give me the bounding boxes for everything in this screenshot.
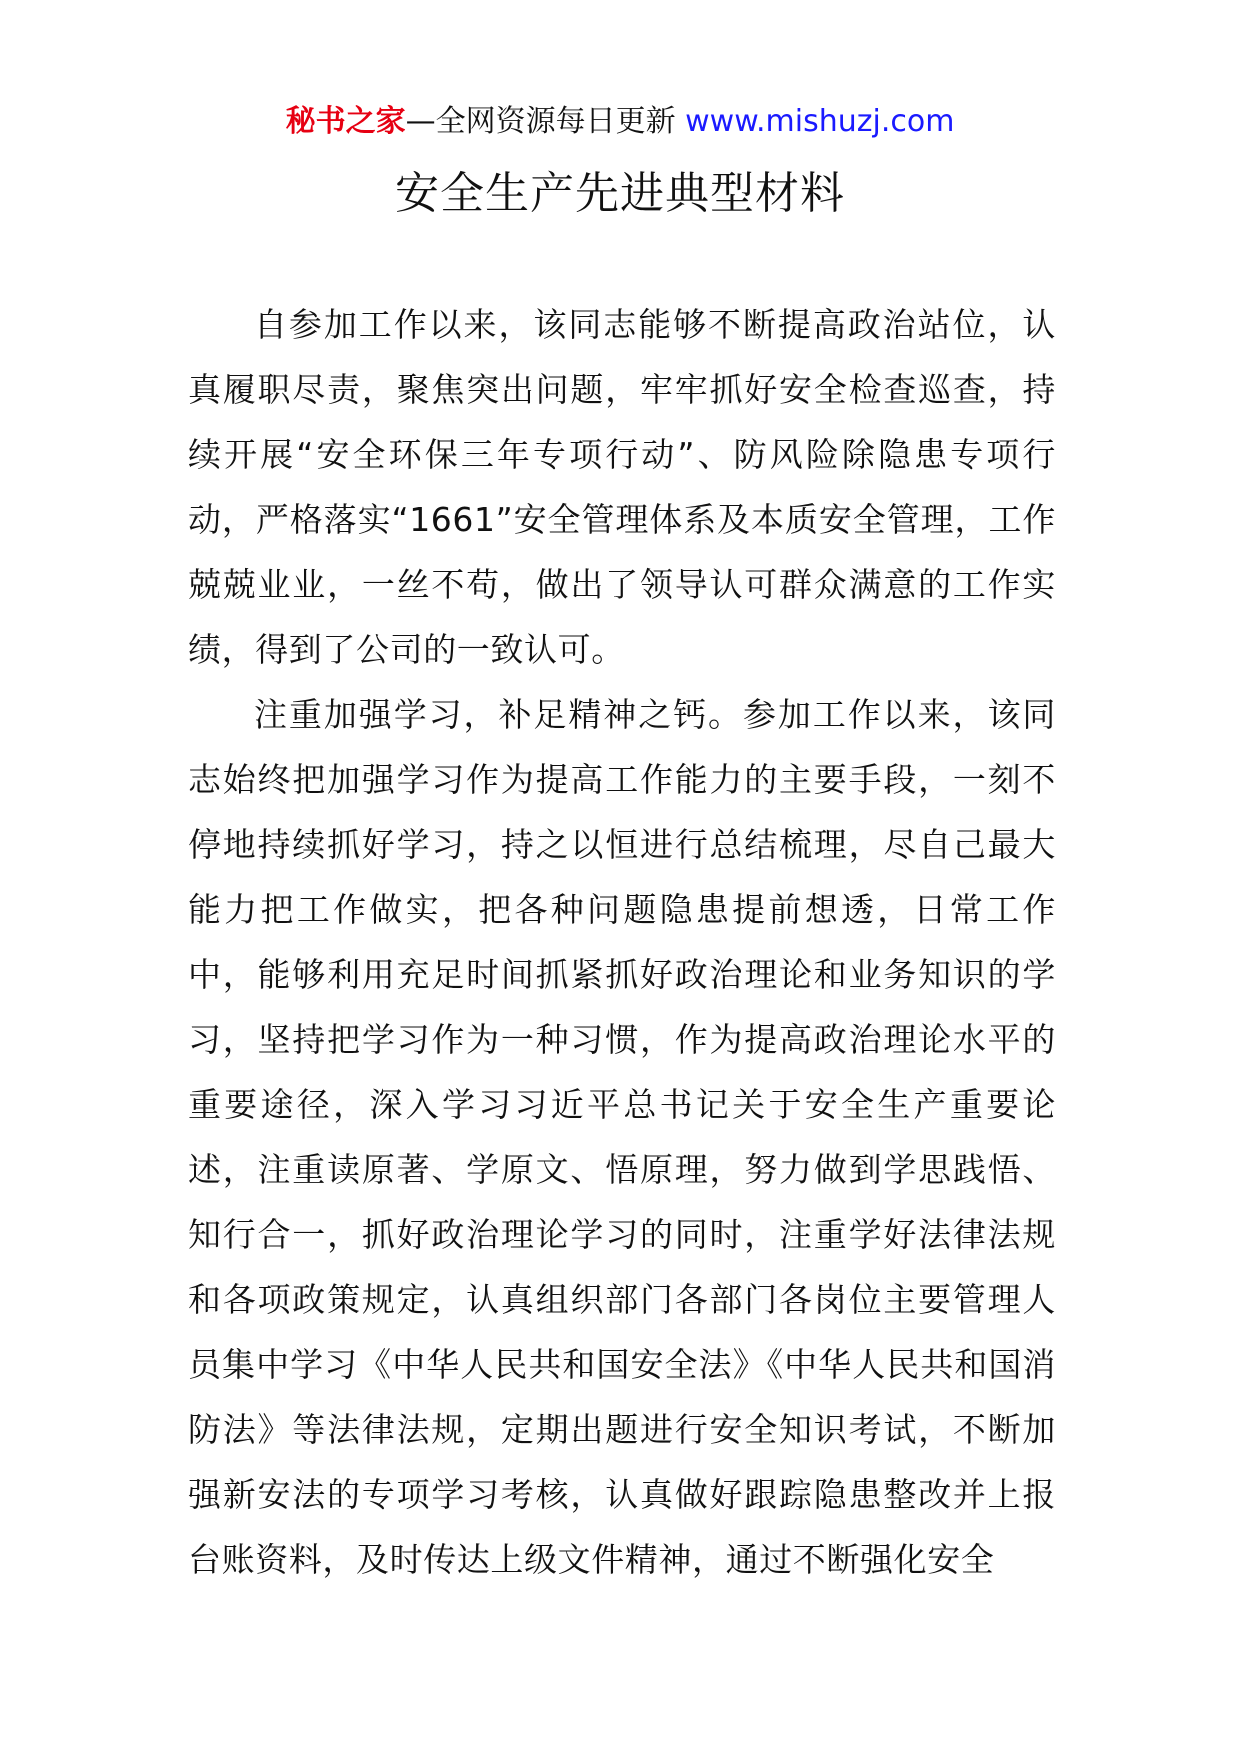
body-paragraph-1: 自参加工作以来，该同志能够不断提高政治站位，认真履职尽责，聚焦突出问题，牢牢抓好安全检查巡查，持续开展“安全环保三年专项行动”、防风险除隐患专项行动，严格落实“1661”安全管理体系及本质安全管理，工作兢兢业业，一丝不苟，做出了领导认可群众满意的工作实绩，得到了公司的一致认可。 [188,305,1056,669]
site-slogan: —全网资源每日更新 [405,104,686,139]
brand-name: 秘书之家 [285,104,406,139]
document-body [188,292,1056,1592]
document-title: 安全生产先进典型材料 [395,168,845,219]
body-paragraph-2: 注重加强学习，补足精神之钙。参加工作以来，该同志始终把加强学习作为提高工作能力的主要手段，一刻不停地持续抓好学习，持之以恒进行总结梳理，尽自己最大能力把工作做实，把各种问题隐患提前想透，日常工作中，能够利用充足时间抓紧抓好政治理论和业务知识的学习，坚持把学习作为一种习惯，作为提高政治理论水平的重要途径，深入学习习近平总书记关于安全生产重要论述，注重读原著、学原文、悟原理，努力做到学思践悟、知行合一，抓好政治理论学习的同时，注重学好法律法规和各项政策规定，认真组织部门各部门各岗位主要管理人员集中学习《中华人民共和国安全法》《中华人民共和国消防法》等法律法规，定期出题进行安全知识考试，不断加强新安法的专项学习考核，认真做好跟踪隐患整改并上报台账资料，及时传达上级文件精神，通过不断强化安全 [188,695,1056,1579]
site-header [0,102,1240,142]
site-url-link[interactable]: www.mishuzj.com [685,104,955,139]
